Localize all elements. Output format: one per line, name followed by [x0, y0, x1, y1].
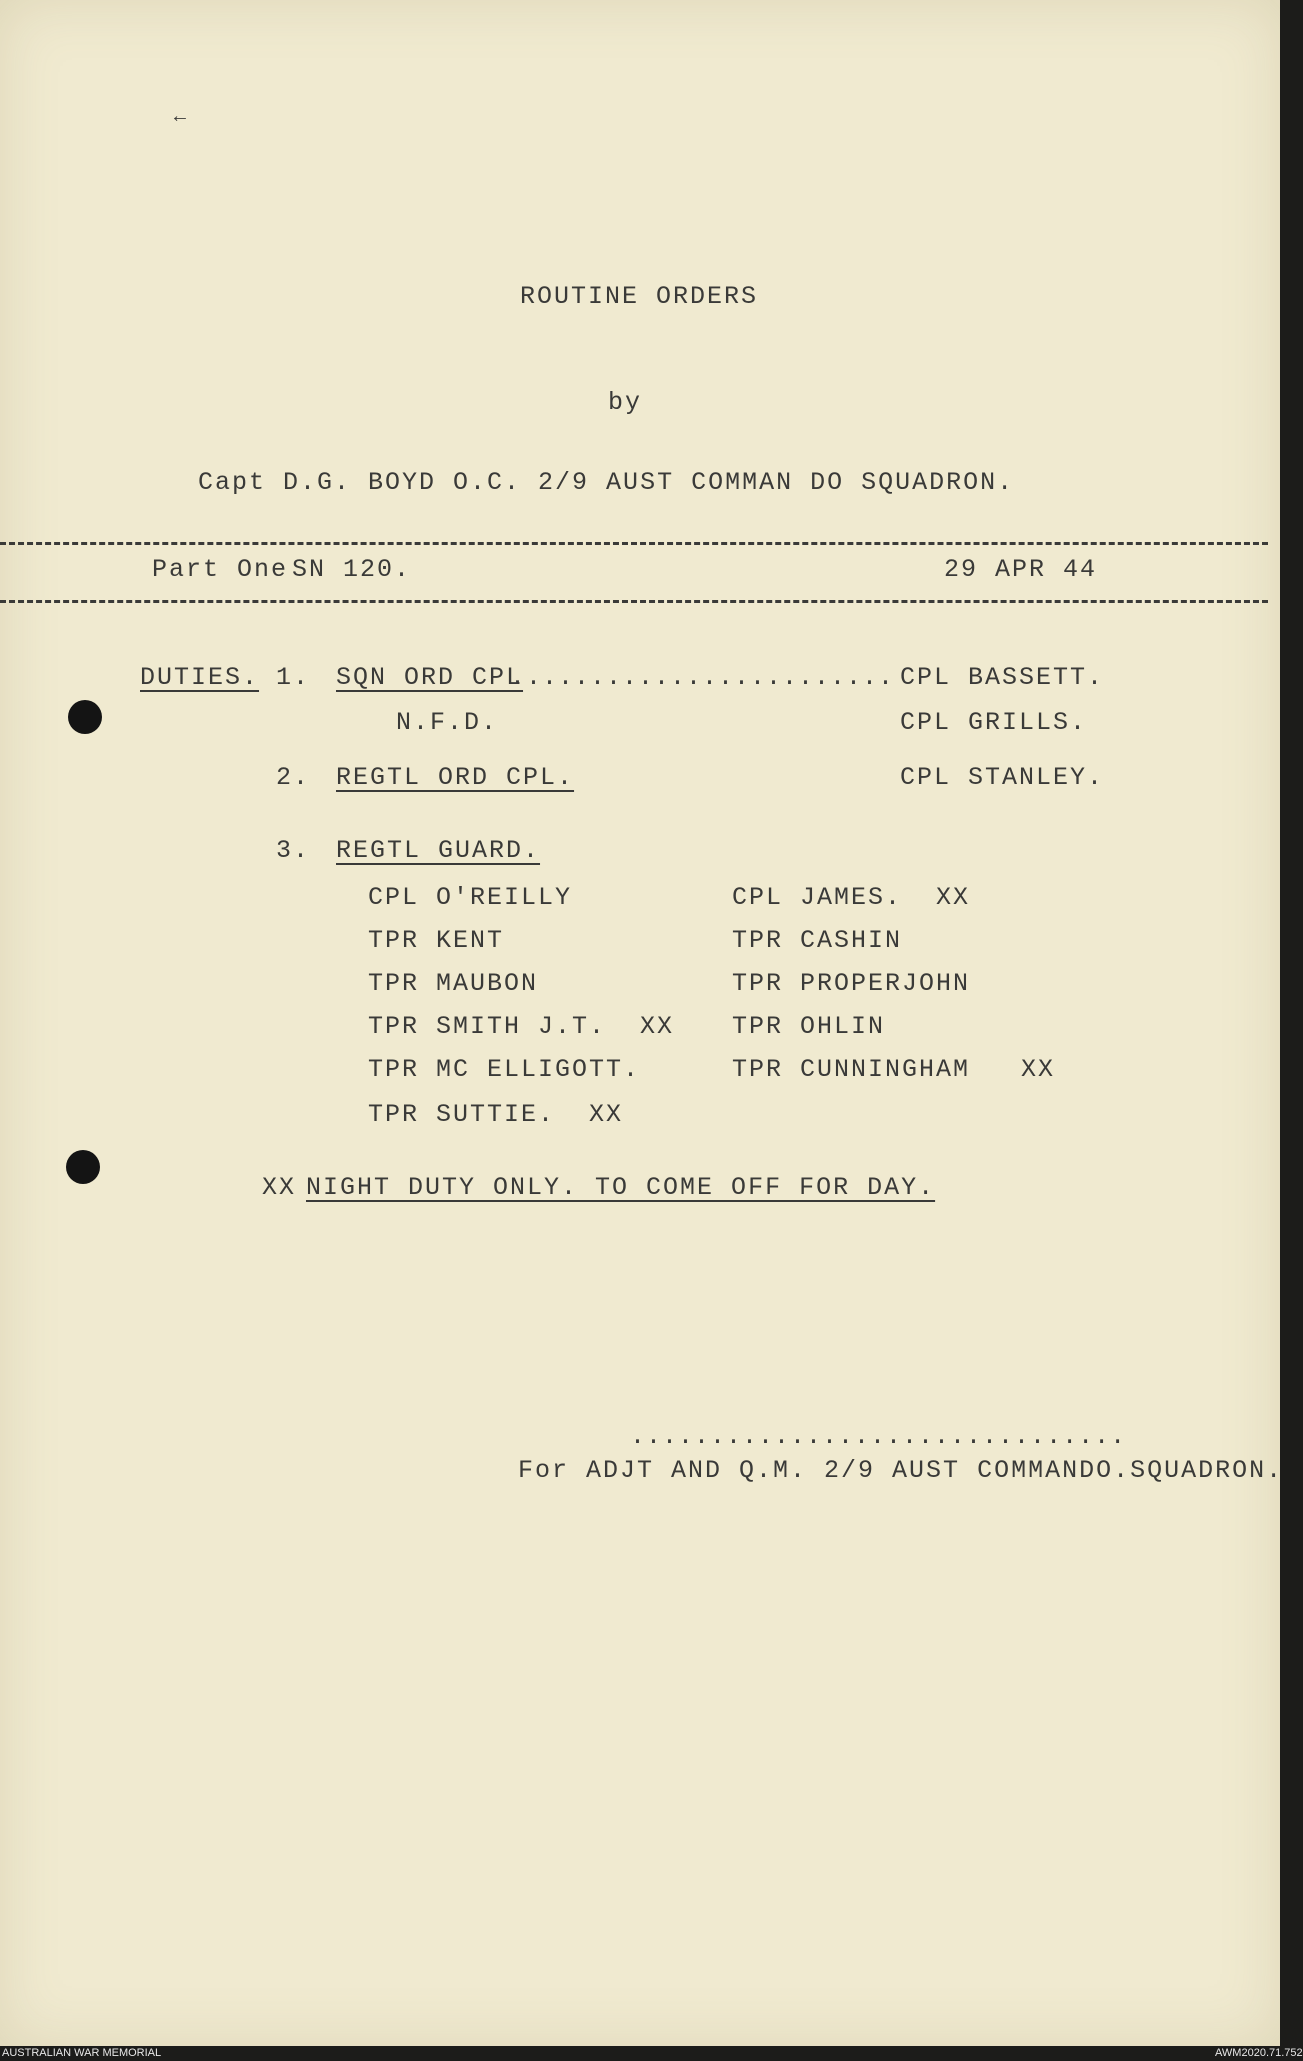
archive-credit: AUSTRALIAN WAR MEMORIAL: [2, 2047, 162, 2059]
serial-number: SN 120.: [292, 555, 412, 584]
top-divider: [0, 542, 1268, 545]
guard-left-4: TPR SMITH J.T. XX: [368, 1012, 675, 1041]
duty-3-number: 3.: [276, 836, 311, 865]
guard-left-6: TPR SUTTIE. XX: [368, 1100, 624, 1129]
duty-2-label: REGTL ORD CPL.: [336, 763, 575, 792]
duties-heading: DUTIES.: [140, 663, 260, 692]
night-duty-note: NIGHT DUTY ONLY. TO COME OFF FOR DAY.: [306, 1173, 936, 1202]
guard-right-3: TPR PROPERJOHN: [732, 969, 971, 998]
note-prefix: XX: [262, 1173, 297, 1202]
signature-dots: ...............................: [630, 1422, 1127, 1451]
duty-2-assignee: CPL STANLEY.: [900, 763, 1105, 792]
guard-left-1: CPL O'REILLY: [368, 883, 573, 912]
duty-1-nfd-assignee: CPL GRILLS.: [900, 708, 1088, 737]
guard-left-2: TPR KENT: [368, 926, 505, 955]
issuer-line: Capt D.G. BOYD O.C. 2/9 AUST COMMAN DO SQUADRON.: [198, 468, 1015, 497]
bottom-divider: [0, 600, 1268, 603]
order-date: 29 APR 44: [944, 555, 1098, 584]
guard-right-5: TPR CUNNINGHAM XX: [732, 1055, 1056, 1084]
duty-1-leader: ........................: [510, 663, 895, 692]
guard-right-1: CPL JAMES. XX: [732, 883, 971, 912]
guard-left-5: TPR MC ELLIGOTT.: [368, 1055, 641, 1084]
duty-2-number: 2.: [276, 763, 311, 792]
part-label: Part One: [152, 555, 289, 584]
archive-reference: AWM2020.71.752: [1215, 2047, 1303, 2059]
guard-right-4: TPR OHLIN: [732, 1012, 886, 1041]
punch-hole-top: [68, 700, 102, 734]
ink-mark: ←: [174, 106, 187, 129]
duty-1-assignee: CPL BASSETT.: [900, 663, 1105, 692]
duty-3-label: REGTL GUARD.: [336, 836, 541, 865]
duty-1-number: 1.: [276, 663, 311, 692]
duty-1-nfd-label: N.F.D.: [396, 708, 499, 737]
by-line: by: [608, 388, 643, 417]
signature-line: For ADJT AND Q.M. 2/9 AUST COMMANDO.SQUADRON.: [518, 1456, 1284, 1485]
document-title: ROUTINE ORDERS: [520, 282, 759, 311]
punch-hole-bottom: [66, 1150, 100, 1184]
duty-1-label: SQN ORD CPL: [336, 663, 524, 692]
guard-right-2: TPR CASHIN: [732, 926, 903, 955]
guard-left-3: TPR MAUBON: [368, 969, 539, 998]
